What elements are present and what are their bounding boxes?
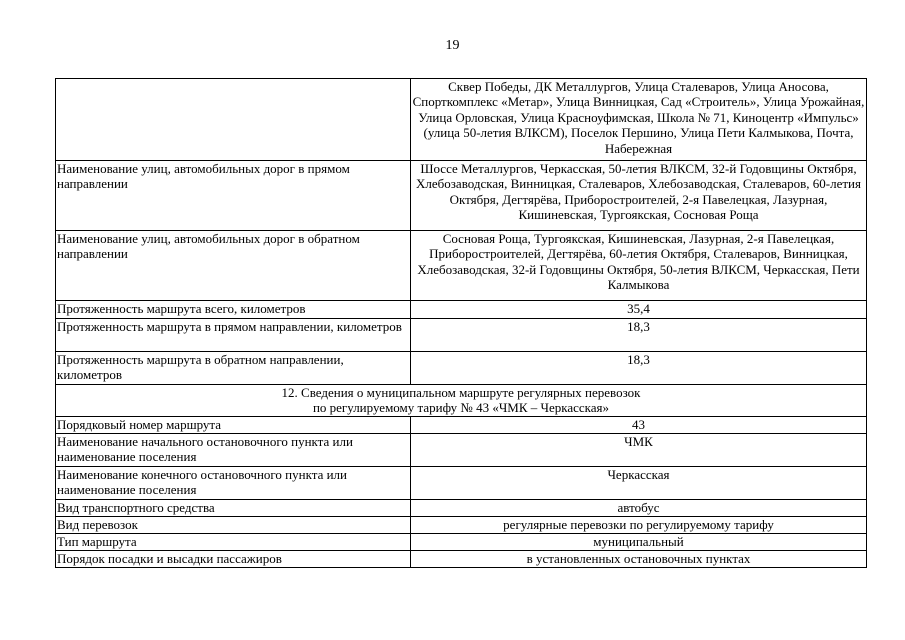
total-length-label: Протяженность маршрута всего, километров (56, 301, 411, 319)
table-row (56, 352, 867, 385)
reverse-length-label: Протяженность маршрута в обратном направлении, километров (56, 352, 411, 385)
forward-streets-value: Шоссе Металлургов, Черкасская, 50-летия ВЛКСМ, 32-й Годовщины Октября, Хлебозаводская, Винницкая, Сталеваров, Хлебозаводская, Сталеваров, 60-летия Октября, Дегтярёва, Приборостроителей, 2-я Павелецкая, Лазурная, Кишиневская, Тургоякская, Сосновая Роща (411, 161, 867, 231)
reverse-streets-label: Наименование улиц, автомобильных дорог в обратном направлении (56, 231, 411, 301)
section-heading-line-1: 12. Сведения о муниципальном маршруте регулярных перевозок (281, 385, 641, 400)
table-row (56, 500, 867, 517)
table-row (56, 231, 867, 301)
vehicle-type-label: Вид транспортного средства (56, 500, 411, 517)
total-length-value: 35,4 (411, 301, 867, 319)
reverse-streets-value: Сосновая Роща, Тургоякская, Кишиневская, Лазурная, 2-я Павелецкая, Приборостроителей, Дегтярёва, 60-летия Октября, Сталеваров, Винницкая, Хлебозаводская, 32-й Годовщины Октября, 50-летия ВЛКСМ, Черкасская, Пети Калмыкова (411, 231, 867, 301)
table-row (56, 551, 867, 568)
table-row (56, 417, 867, 434)
table-row (56, 79, 867, 161)
forward-streets-label: Наименование улиц, автомобильных дорог в прямом направлении (56, 161, 411, 231)
forward-length-value: 18,3 (411, 319, 867, 352)
reverse-length-value: 18,3 (411, 352, 867, 385)
route-type-value: муниципальный (411, 534, 867, 551)
section-heading (56, 385, 867, 417)
route-type-label: Тип маршрута (56, 534, 411, 551)
section-heading-line-2: по регулируемому тарифу № 43 «ЧМК – Черкасская» (312, 400, 610, 416)
route-number-value: 43 (411, 417, 867, 434)
section-header-row (56, 385, 867, 417)
boarding-order-label: Порядок посадки и высадки пассажиров (56, 551, 411, 568)
end-stop-value: Черкасская (411, 467, 867, 500)
transport-kind-value: регулярные перевозки по регулируемому тарифу (411, 517, 867, 534)
start-stop-label: Наименование начального остановочного пункта или наименование поселения (56, 434, 411, 467)
table-row (56, 434, 867, 467)
transport-kind-label: Вид перевозок (56, 517, 411, 534)
vehicle-type-value: автобус (411, 500, 867, 517)
boarding-order-value: в установленных остановочных пунктах (411, 551, 867, 568)
start-stop-value: ЧМК (411, 434, 867, 467)
page-number: 19 (445, 38, 460, 53)
row-label (56, 79, 411, 161)
route-number-label: Порядковый номер маршрута (56, 417, 411, 434)
table-row (56, 517, 867, 534)
table-row (56, 534, 867, 551)
table-row (56, 467, 867, 500)
end-stop-label: Наименование конечного остановочного пункта или наименование поселения (56, 467, 411, 500)
stops-list-value: Сквер Победы, ДК Металлургов, Улица Сталеваров, Улица Аносова, Спорткомплекс «Метар», Улица Винницкая, Сад «Строитель», Улица Урожайная, Улица Орловская, Улица Красноуфимская, Школа № 71, Киноцентр «Импульс» (улица 50-летия ВЛКСМ), Поселок Першино, Улица Пети Калмыкова, Почта, Набережная (411, 79, 867, 161)
table-row (56, 319, 867, 352)
table-row (56, 161, 867, 231)
forward-length-label: Протяженность маршрута в прямом направлении, километров (56, 319, 411, 352)
route-info-table (55, 78, 867, 568)
table-row (56, 301, 867, 319)
